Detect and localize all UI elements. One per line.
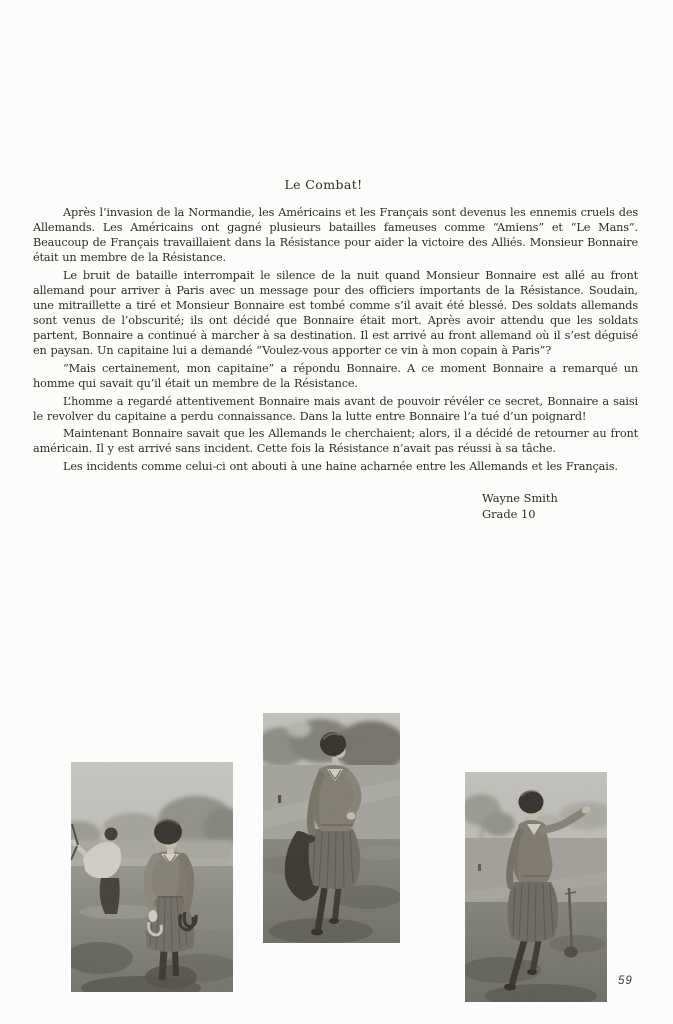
essay-paragraph-5: Maintenant Bonnaire savait que les Allemands le cherchaient; alors, il a décidé de retourner au front américain. Il y est arrivé sans incident. Cette fois la Résistance n’avait pas réussi à sa tâche. (33, 427, 638, 456)
essay-text-block (33, 177, 638, 522)
photo-girl-holding-two-horseshoes (71, 762, 233, 992)
author-grade: Grade 10 (482, 506, 536, 521)
signature-block (482, 491, 638, 522)
photo-girl-walking-image (263, 713, 400, 943)
essay-paragraph-3: “Mais certainement, mon capitaine” a répondu Bonnaire. A ce moment Bonnaire a remarqué un homme qui savait qu’il était un membre de la Résistance. (33, 361, 638, 391)
essay-title: Le Combat! (284, 177, 363, 192)
page-number: 59 (618, 975, 633, 987)
photo-girl-throwing-horseshoe (465, 772, 607, 1002)
essay-paragraph-1: Après l’invasion de la Normandie, les Américains et les Français sont devenus les ennemis cruels des Allemands. Les Américains ont gagné plusieurs batailles fameuses comme “Amiens” et “Le Mans”. Beaucoup de Français travaillaient dans la Résistance pour aider la victoire des Alliés. Monsieur Bonnaire était un membre de la Résistance. (33, 206, 638, 265)
essay-paragraph-6: Les incidents comme celui-ci ont abouti à une haine acharnée entre les Allemands et les Français. (63, 460, 618, 473)
essay-paragraph-4: L’homme a regardé attentivement Bonnaire mais avant de pouvoir révéler ce secret, Bonnaire a saisi le revolver du capitaine a perdu connaissance. Dans la lutte entre Bonnaire l’a tué d’un poignard! (33, 394, 638, 423)
photo-girl-throwing-image (465, 772, 607, 1002)
author-name: Wayne Smith (482, 491, 558, 506)
photo-girl-walking-with-horseshoe (263, 713, 400, 943)
photo-girl-holding-two-horseshoes-image (71, 762, 233, 992)
essay-paragraph-2: Le bruit de bataille interrompait le silence de la nuit quand Monsieur Bonnaire est allé au front allemand pour arriver à Paris avec un message pour des officiers importants de la Résistance. Soudain, une mitraillette a tiré et Monsieur Bonnaire est tombé comme s’il avait été blessé. Des soldats allemands sont venus de l’obscurité; ils ont décidé que Bonnaire était mort. Après avoir attendu que les soldats partent, Bonnaire a continué à marcher à sa destination. Il est arrivé au front allemand où il s’est déguisé en paysan. Un capitaine lui a demandé “Voulez-vous apporter ce vin à mon copain à Paris”? (33, 268, 638, 358)
